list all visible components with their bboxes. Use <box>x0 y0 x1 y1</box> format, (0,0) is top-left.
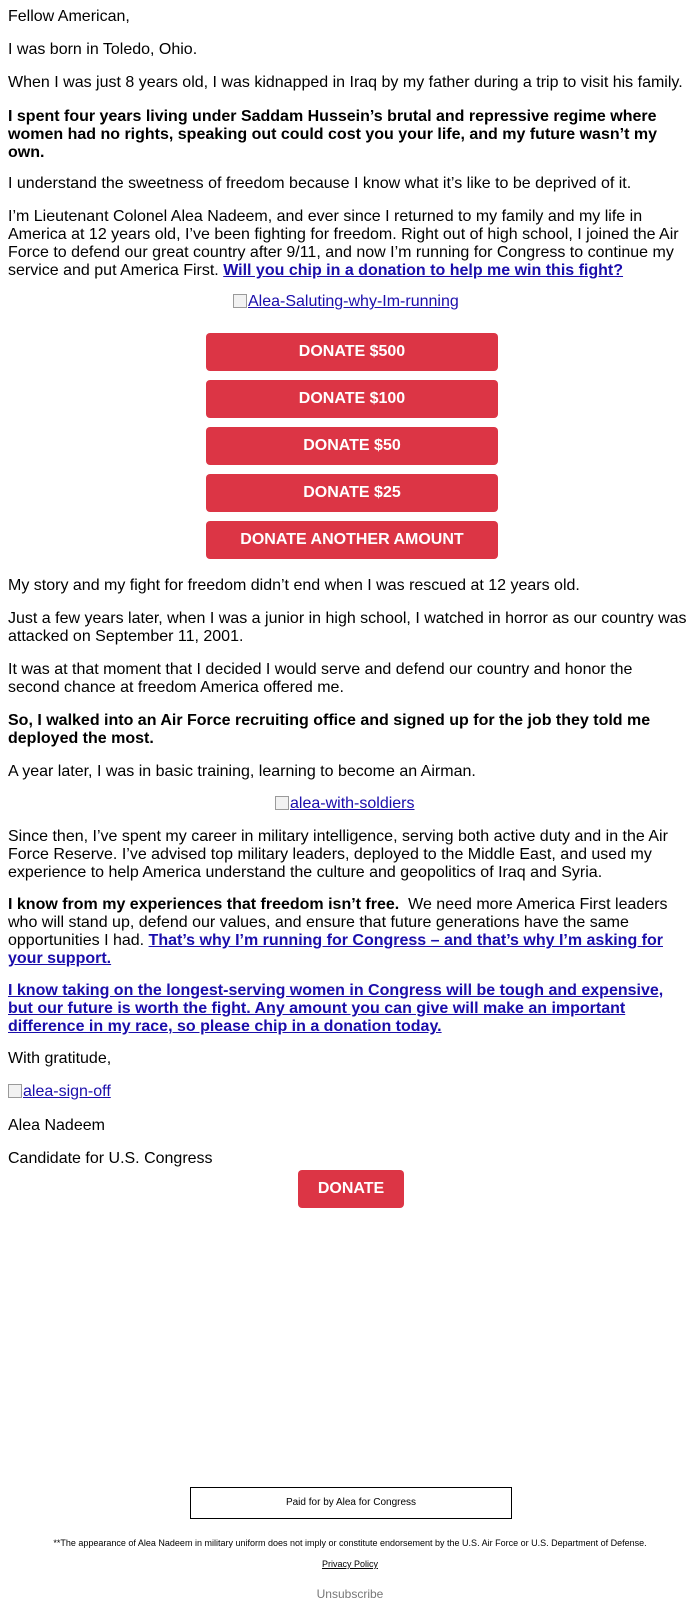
broken-image-icon <box>8 1084 22 1098</box>
privacy-policy <box>0 1558 700 1570</box>
signoff-image-alt: alea-sign-off <box>23 1083 111 1100</box>
final-donate-button[interactable]: DONATE <box>298 1170 404 1208</box>
freedom-bold: I know from my experiences that freedom isn’t free. <box>8 896 400 913</box>
saluting-image-link[interactable] <box>233 293 459 311</box>
paragraph-regime: I spent four years living under Saddam Hussein’s brutal and repressive regime where women had no rights, speaking out could cost you your life, and my future wasn’t my own. <box>8 108 657 161</box>
signer-name: Alea Nadeem <box>8 1117 105 1134</box>
broken-image-icon <box>275 796 289 810</box>
soldiers-image-alt: alea-with-soldiers <box>290 795 415 812</box>
signer-title: Candidate for U.S. Congress <box>8 1150 213 1167</box>
signoff-image-link[interactable] <box>8 1083 111 1101</box>
saluting-image-alt: Alea-Saluting-why-Im-running <box>248 293 459 310</box>
greeting: Fellow American, <box>8 8 130 25</box>
unsubscribe-link[interactable]: Unsubscribe <box>316 1587 384 1601</box>
paragraph-recruiting: So, I walked into an Air Force recruiting office and signed up for the job they told me deployed the most. <box>8 712 651 747</box>
intro-text: I’m Lieutenant Colonel Alea Nadeem, and ever since I returned to my family and my life in America at 12 years old, I’ve been fighting for freedom. Right out of high school, I joined the Air Force to defend our great country after 9/11, and now I’m running for Congress to continue my service and put America First. <box>8 208 679 279</box>
broken-image-icon <box>233 294 247 308</box>
donate-100-button[interactable]: DONATE $100 <box>206 380 498 418</box>
paragraph-basic: A year later, I was in basic training, learning to become an Airman. <box>8 763 476 780</box>
donate-500-button[interactable]: DONATE $500 <box>206 333 498 371</box>
paragraph-career: Since then, I’ve spent my career in military intelligence, serving both active duty and in the Air Force Reserve. I’ve advised top military leaders, deployed to the Middle East, and used my experience to help America understand the culture and geopolitics of Iraq and Syria. <box>8 828 668 881</box>
paragraph-freedom <box>8 896 688 968</box>
chip-in-today-link[interactable]: I know taking on the longest-serving women in Congress will be tough and expensive, but our future is worth the fight. Any amount you can give will make an important difference in my race, so please chip in a donation today. <box>8 982 664 1035</box>
paragraph-sweetness: I understand the sweetness of freedom because I know what it’s like to be deprived of it. <box>8 175 632 192</box>
paragraph-kidnapped: When I was just 8 years old, I was kidnapped in Iraq by my father during a trip to visit his family. <box>8 74 683 91</box>
chip-in-link[interactable]: Will you chip in a donation to help me win this fight? <box>223 262 624 279</box>
donate-other-amount-button[interactable]: DONATE ANOTHER AMOUNT <box>206 521 498 559</box>
paragraph-moment: It was at that moment that I decided I would serve and defend our country and honor the second chance at freedom America offered me. <box>8 661 633 696</box>
donate-25-button[interactable]: DONATE $25 <box>206 474 498 512</box>
paragraph-intro <box>8 208 688 280</box>
paragraph-born: I was born in Toledo, Ohio. <box>8 41 198 58</box>
paragraph-gratitude: With gratitude, <box>8 1050 112 1067</box>
donate-50-button[interactable]: DONATE $50 <box>206 427 498 465</box>
support-link[interactable]: That’s why I’m running for Congress – and that’s why I’m asking for your support. <box>8 932 663 967</box>
soldiers-image-link[interactable] <box>275 795 415 813</box>
paid-for-box: Paid for by Alea for Congress <box>190 1487 512 1519</box>
paragraph-story: My story and my fight for freedom didn’t end when I was rescued at 12 years old. <box>8 577 580 594</box>
privacy-policy-link[interactable]: Privacy Policy <box>321 1559 378 1569</box>
paragraph-junior: Just a few years later, when I was a junior in high school, I watched in horror as our country was attacked on September 11, 2001. <box>8 610 687 645</box>
paragraph-longest <box>8 982 688 1036</box>
military-disclaimer: **The appearance of Alea Nadeem in military uniform does not imply or constitute endorsement by the U.S. Air Force or U.S. Department of Defense. <box>53 1538 647 1548</box>
freedom-text: We need more America First leaders who will stand up, defend our values, and ensure that future generations have the same opportunities I had. <box>8 896 672 949</box>
